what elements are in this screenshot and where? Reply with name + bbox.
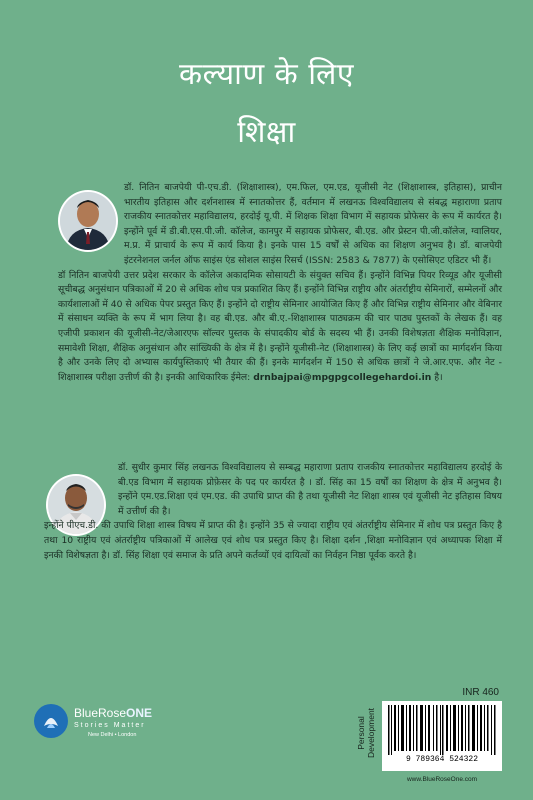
genre-line1: Personal (356, 716, 366, 750)
author2-bio (44, 461, 502, 563)
publisher-logo (34, 700, 204, 744)
book-title-line2: शिक्षा (237, 115, 296, 150)
publisher-name-part1: BlueRose (74, 706, 127, 720)
publisher-name (74, 706, 152, 720)
author2-bio-lead: डॉ. सुधीर कुमार सिंह लखनऊ विश्वविद्यालय से सम्बद्ध महाराणा प्रताप राजकीय स्नातकोत्तर महाविद्यालय हरदोई के बी.एड विभाग में सहायक प्रोफ़ेसर के पद पर कार्यरत है । डॉ. सिंह का 15 वर्षों का शिक्षण के क्षेत्र में अनुभव है। इन्होंने एम.एड.शिक्षा एवं एम.एड. की उपाधि प्राप्त की है तथा यूजीसी नेट शिक्षा शास्त्र एवं यूजीसी नेट इतिहास विषय में उत्तीर्ण की है। (118, 462, 502, 517)
genre-line2: Development (366, 707, 376, 759)
bluerose-logo-icon (34, 704, 68, 738)
barcode (382, 701, 502, 771)
isbn-digits: 9 789364 524322 (405, 755, 478, 764)
author1-bio-part2: डॉ नितिन बाजपेयी उत्तर प्रदेश सरकार के कॉलेज अकादमिक सोसायटी के संयुक्त सचिव हैं। इन्होंने विभिन्न पियर रिव्यूड और यूजीसी सूचीबद्ध अनुसंधान पत्रिकाओं में 20 से अधिक शोध पत्र प्रकाशित किए हैं। इन्होंने विभिन्न राष्ट्रीय और अंतर्राष्ट्रीय सेमिनारों, सम्मेलनों और कार्यशालाओं में 40 से अधिक पेपर प्रस्तुत किए हैं। इन्होंने दो राष्ट्रीय सेमिनार आयोजित किए हैं और विभिन्न राष्ट्रीय सेमिनार और वेबिनार में संसाधन व्यक्ति के रूप में भाग लिया है। वह बी.एड. और बी.ए.-शिक्षाशास्त्र पाठ्यक्रम की चार पाठ्य पुस्तकों के लेखक हैं। वह एजीपी प्रकाशन की यूजीसी-नेट/जेआरएफ सॉल्वर पुस्तक के संपादकीय बोर्ड के सदस्य भी हैं। उनकी विशेषज्ञता शैक्षिक मनोविज्ञान, समावेशी शिक्षा, शैक्षिक अनुसंधान और सांख्यिकी के क्षेत्र में है। इन्होंने यूजीसी-नेट (शिक्षाशास्त्र) के लिए कई छात्रों का मार्गदर्शन किया है और उनके लिए दो अभ्यास कार्यपुस्तिकाएं भी तैयार की हैं। इनके मार्गदर्शन में 150 से अधिक छात्रों ने जे.आर.एफ. और नेट - शिक्षाशास्त्र परीक्षा उत्तीर्ण की है। इनकी आधिकारिक ईमेल: (58, 269, 502, 383)
publisher-tagline: Stories Matter (74, 722, 146, 729)
publisher-cities: New Delhi • London (88, 732, 137, 738)
publisher-website[interactable]: www.BlueRoseOne.com (406, 776, 478, 783)
book-title-line1: कल्याण के लिए (179, 57, 354, 92)
price: INR 460 (462, 687, 499, 698)
person-icon (60, 192, 116, 250)
author2-bio-rest: इन्होंने पीएच.डी. की उपाधि शिक्षा शास्त्र विषय में प्राप्त की है। इन्होंने 35 से ज्यादा राष्ट्रीय एवं अंतर्राष्ट्रीय सेमिनार में शोध पत्र प्रस्तुत किए है तथा 10 राष्ट्रीय एवं अंतर्राष्ट्रीय पत्रिकाओं में आलेख एवं शोध पत्र प्रस्तुत किए है। शिक्षा दर्शन ,शिक्षा मनोविज्ञान एवं अध्यापक शिक्षा में इनकी विशेषज्ञता है। डॉ. सिंह शिक्षा एवं समाज के प्रति अपने कर्तव्यों एवं दायित्वों का निर्वहन निष्ठा पूर्वक करते है। (44, 520, 502, 561)
publisher-name-part2: ONE (126, 706, 153, 720)
author1-bio-part1: डॉ. नितिन बाजपेयी पी-एच.डी. (शिक्षाशास्त्र), एम.फिल, एम.एड, यूजीसी नेट (शिक्षाशास्त्र, इतिहास), प्राचीन भारतीय इतिहास और दर्शनशास्त्र में स्नातकोत्तर हैं, वर्तमान में लखनऊ विश्वविद्यालय से संबद्ध महाराणा प्रताप राजकीय स्नातकोत्तर महाविद्यालय, हरदोई यू.पी. में शिक्षक शिक्षा विभाग में सहायक प्रोफेसर के रूप में कार्यरत है। इन्होंने पूर्व में डी.बी.एस.पी.जी. कॉलेज, कानपुर में सहायक प्रोफेसर, बी.एड. और प्रेस्टन पी.जी.कॉलेज, ग्वालियर, म.प्र. में प्राचार्य के रूप में कार्य किया है। इनके पास 15 वर्षों से अधिक का शिक्षण अनुभव है। डॉ. बाजपेयी इंटरनेशनल जर्नल ऑफ साइंस एंड सोशल साइंस रिसर्च (ISSN: 2583 & 7877) के एसोसिएट एडिटर भी हैं। (124, 182, 502, 266)
barcode-icon (388, 705, 496, 755)
genre-label (356, 690, 378, 776)
author1-email[interactable]: drnbajpai@mpgpgcollegehardoi.in (253, 371, 432, 383)
author1-photo (58, 190, 118, 252)
genre-text (356, 690, 376, 776)
author1-bio (58, 181, 502, 385)
author1-bio-part2-wrap (58, 269, 502, 386)
author1-bio-end: है। (434, 371, 443, 383)
